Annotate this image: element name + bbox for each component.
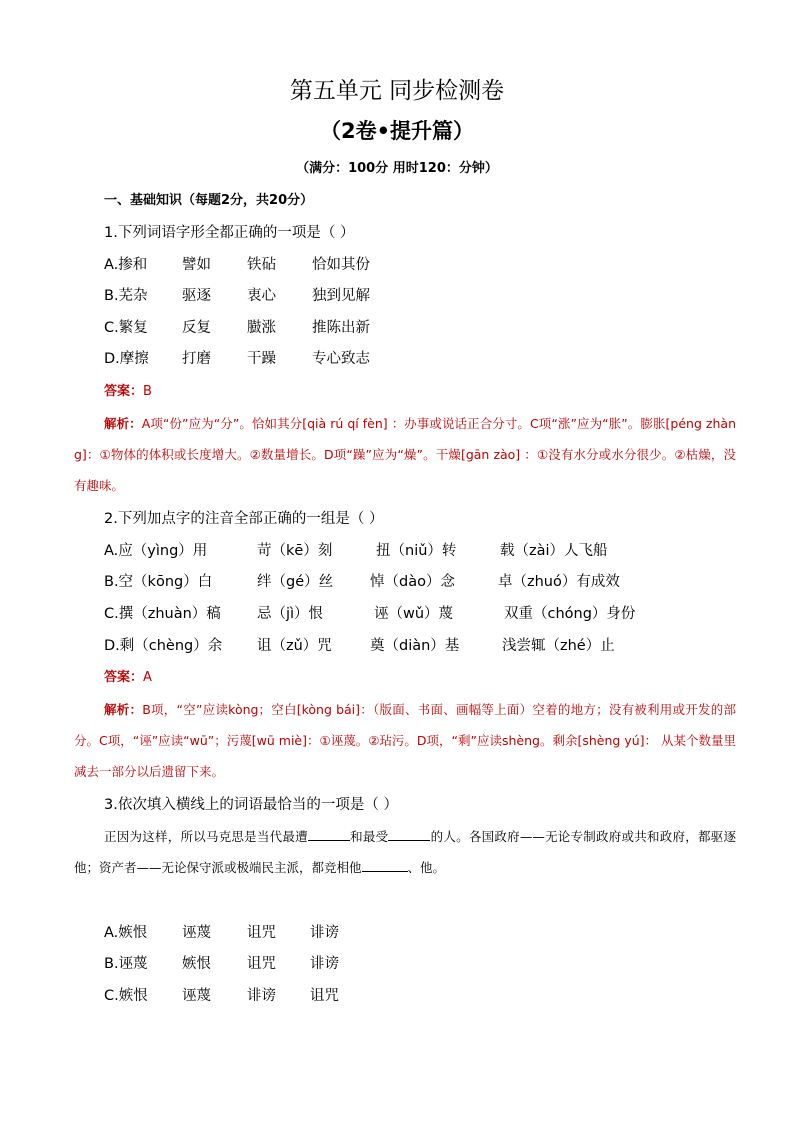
option-term: C.嫉恨 [104, 988, 148, 1004]
page-title: 第五单元 同步检测卷 [289, 78, 505, 104]
question-1-answer [104, 382, 152, 402]
option-term: 诅咒 [310, 988, 339, 1004]
passage-text: 正因为这样，所以马克思是当代最遭 [104, 829, 308, 844]
explanation-label: 解析： [104, 416, 142, 431]
option-term: 恰如其份 [312, 257, 370, 273]
question-1-explanation [74, 408, 736, 501]
option-term: 悼（dào）念 [370, 574, 455, 590]
option-term: 诅咒 [247, 925, 276, 941]
option-term: 诬（wǔ）蔑 [374, 606, 454, 622]
option-term: 诽谤 [247, 988, 276, 1004]
question-3-passage [74, 821, 736, 883]
option-term: C.繁复 [104, 320, 148, 336]
question-2-explanation [74, 694, 736, 787]
option-term: A.掺和 [104, 257, 148, 273]
option-term: B.诬蔑 [104, 956, 148, 972]
option-term: 衷心 [247, 288, 276, 304]
option-term: B.芜杂 [104, 288, 148, 304]
option-term: 双重（chóng）身份 [504, 606, 636, 622]
option-term: 驱逐 [182, 288, 211, 304]
option-term: 奠（diàn）基 [370, 638, 460, 654]
explanation-text: A项“份”应为“分”。恰如其分[qià rú qí fèn] ：办事或说话正合分寸。C项“涨”应为“胀”。膨胀[péng zhàng]：①物体的体积或长度增大。②数量增长。D项“躁”应为“燥”。干燥[gān zào] ：①没有水分或水分很少。②枯燥，没有趣味。 [74, 416, 736, 493]
explanation-text: B项，“空”应读kòng；空白[kòng bái]：（版面、书面、画幅等上面）空着的地方；没有被利用或开发的部分。C项，“诬”应读“wū”；污蔑[wū miè]：①诬蔑。②玷污。D项，“剩”应读shèng。剩余[shèng yú]： 从某个数量里减去一部分以后遗留下来。 [74, 702, 736, 779]
question-1-stem: 1.下列词语字形全都正确的一项是（ ） [104, 225, 355, 241]
option-term: 苛（kē）刻 [257, 543, 333, 559]
answer-label: 答案： [104, 384, 144, 399]
section-heading: 一、基础知识（每题2分，共20分） [104, 193, 314, 208]
passage-text: 、他。 [407, 860, 446, 875]
answer-value: B [143, 384, 152, 399]
option-term: 诬蔑 [182, 925, 211, 941]
option-term: 诽谤 [310, 925, 339, 941]
option-term: 扭（niǔ）转 [376, 543, 457, 559]
option-term: 诬蔑 [182, 988, 211, 1004]
answer-label: 答案： [104, 670, 144, 685]
explanation-label: 解析： [104, 702, 143, 717]
fill-blank [362, 857, 408, 872]
option-term: 打磨 [182, 351, 211, 367]
option-term: A.应（yìng）用 [104, 543, 208, 559]
option-term: 臌涨 [247, 320, 276, 336]
option-term: 铁砧 [247, 257, 276, 273]
option-term: 载（zài）人飞船 [500, 543, 608, 559]
passage-text: 的人。各国政府——无论专制政府或共和政府，都驱逐他；资产者——无论保守派或极端民主派，都竞相他 [74, 829, 736, 875]
option-term: 忌（jì）恨 [257, 606, 324, 622]
option-term: 反复 [182, 320, 211, 336]
question-3-stem: 3.依次填入横线上的词语最恰当的一项是（ ） [104, 797, 398, 813]
fill-blank [388, 826, 430, 841]
option-term: 诅（zǔ）咒 [257, 638, 332, 654]
option-term: 嫉恨 [182, 956, 211, 972]
option-term: B.空（kōng）白 [104, 574, 213, 590]
option-term: 浅尝辄（zhé）止 [502, 638, 615, 654]
option-term: 专心致志 [312, 351, 370, 367]
question-2-stem: 2.下列加点字的注音全部正确的一组是（ ） [104, 511, 384, 527]
option-term: 卓（zhuó）有成效 [498, 574, 620, 590]
option-term: 推陈出新 [312, 320, 370, 336]
exam-meta: （满分：100分 用时120：分钟） [296, 161, 498, 176]
page-subtitle: （2卷•提升篇） [319, 119, 475, 143]
option-term: A.嫉恨 [104, 925, 148, 941]
answer-value: A [143, 670, 152, 685]
fill-blank [308, 826, 350, 841]
option-term: C.撰（zhuàn）稿 [104, 606, 221, 622]
option-term: 独到见解 [312, 288, 370, 304]
question-2-answer [104, 668, 152, 688]
option-term: D.摩擦 [104, 351, 149, 367]
option-term: 诅咒 [247, 956, 276, 972]
option-term: 干躁 [247, 351, 276, 367]
passage-text: 和最受 [349, 829, 389, 844]
option-term: 绊（gé）丝 [257, 574, 334, 590]
option-term: 譬如 [182, 257, 211, 273]
option-term: D.剩（chèng）余 [104, 638, 223, 654]
option-term: 诽谤 [310, 956, 339, 972]
